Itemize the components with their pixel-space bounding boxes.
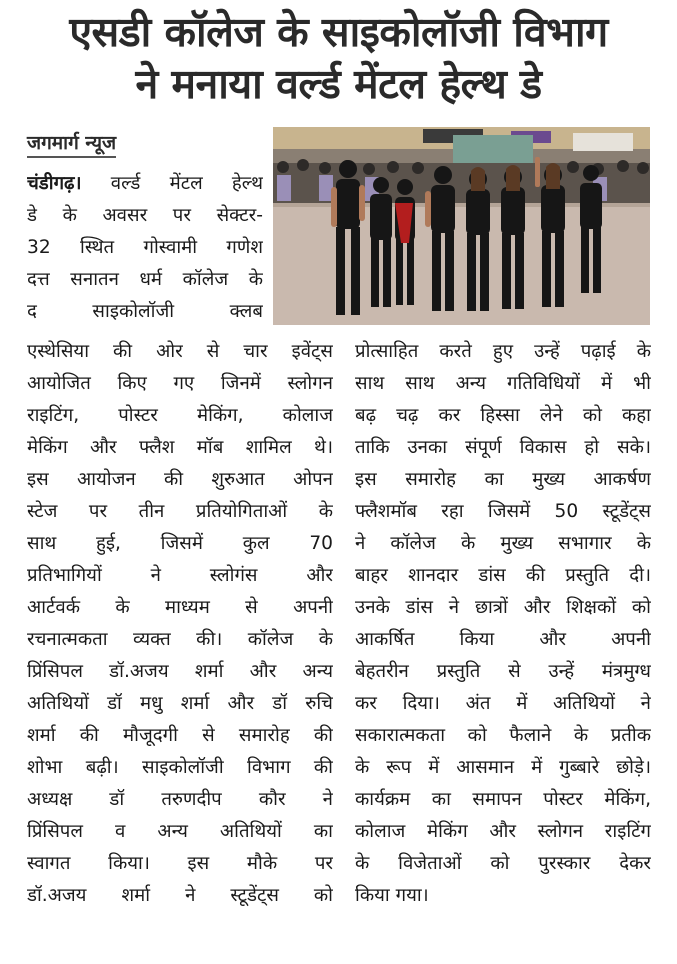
text-line: ताकि उनका संपूर्ण विकास हो सके। xyxy=(355,437,651,458)
lead-line: दत्त सनातन धर्म कॉलेज के xyxy=(27,269,263,290)
headline xyxy=(0,6,677,110)
dateline: चंडीगढ़। xyxy=(27,173,82,194)
text-line: ने कॉलेज के मुख्य सभागार के xyxy=(355,533,651,554)
text-line: स्टेज पर तीन प्रतियोगिताओं के xyxy=(27,501,333,522)
text-line: आर्टवर्क के माध्यम से अपनी xyxy=(27,597,333,618)
text-line: रचनात्मकता व्यक्त की। कॉलेज के xyxy=(27,629,333,650)
text-line: साथ साथ अन्य गतिविधियों में भी xyxy=(355,373,651,394)
text-line: प्रोत्साहित करते हुए उन्हें पढ़ाई के xyxy=(355,341,651,362)
text-line: अतिथियों डॉ मधु शर्मा और डॉ रुचि xyxy=(27,693,333,714)
lead-line: द साइकोलॉजी क्लब xyxy=(27,301,263,322)
text-line: स्वागत किया। इस मौके पर xyxy=(27,853,333,874)
flash-mob-photo xyxy=(273,127,650,325)
lead-line: चंडीगढ़। वर्ल्ड मेंटल हेल्थ xyxy=(27,173,263,194)
text-line: एस्थेसिया की ओर से चार इवेंट्स xyxy=(27,341,333,362)
text-line: प्रिंसिपल व अन्य अतिथियों का xyxy=(27,821,333,842)
text-line: कोलाज मेकिंग और स्लोगन राइटिंग xyxy=(355,821,651,842)
text-line: बेहतरीन प्रस्तुति से उन्हें मंत्रमुग्ध xyxy=(355,661,651,682)
text-line: के रूप में आसमान में गुब्बारे छोड़े। xyxy=(355,757,651,778)
text-line: आयोजित किए गए जिनमें स्लोगन xyxy=(27,373,333,394)
article-column-2 xyxy=(355,336,651,912)
text-line: प्रिंसिपल डॉ.अजय शर्मा और अन्य xyxy=(27,661,333,682)
text-line: डॉ.अजय शर्मा ने स्टूडेंट्स को xyxy=(27,885,333,906)
lead-paragraph xyxy=(27,168,263,328)
text-line: फ्लैशमॉब रहा जिसमें 50 स्टूडेंट्स xyxy=(355,501,651,522)
text-line: अध्यक्ष डॉ तरुणदीप कौर ने xyxy=(27,789,333,810)
text-line: शोभा बढ़ी। साइकोलॉजी विभाग की xyxy=(27,757,333,778)
text-line: सकारात्मकता को फैलाने के प्रतीक xyxy=(355,725,651,746)
text-line: बढ़ चढ़ कर हिस्सा लेने को कहा xyxy=(355,405,651,426)
text-line: मेकिंग और फ्लैश मॉब शामिल थे। xyxy=(27,437,333,458)
text-line: प्रतिभागियों ने स्लोगंस और xyxy=(27,565,333,586)
text-line: बाहर शानदार डांस की प्रस्तुति दी। xyxy=(355,565,651,586)
headline-line-2: ने मनाया वर्ल्ड मेंटल हेल्थ डे xyxy=(135,60,542,108)
text-line: के विजेताओं को पुरस्कार देकर xyxy=(355,853,651,874)
text-line: आकर्षित किया और अपनी xyxy=(355,629,651,650)
lead-line: 32 स्थित गोस्वामी गणेश xyxy=(27,237,263,258)
flash-mob-photo-illustration xyxy=(273,127,650,325)
article-column-1 xyxy=(27,336,333,912)
text-line: कार्यक्रम का समापन पोस्टर मेकिंग, xyxy=(355,789,651,810)
text-line: उनके डांस ने छात्रों और शिक्षकों को xyxy=(355,597,651,618)
text-line: किया गया। xyxy=(355,885,429,906)
text-line: इस समारोह का मुख्य आकर्षण xyxy=(355,469,651,490)
text-line: शर्मा की मौजूदगी से समारोह की xyxy=(27,725,333,746)
text-line: कर दिया। अंत में अतिथियों ने xyxy=(355,693,651,714)
text-line: इस आयोजन की शुरुआत ओपन xyxy=(27,469,333,490)
byline: जगमार्ग न्यूज xyxy=(27,131,116,158)
headline-line-1: एसडी कॉलेज के साइकोलॉजी विभाग xyxy=(69,8,608,56)
lead-line: डे के अवसर पर सेक्टर- xyxy=(27,205,263,226)
text-line: साथ हुई, जिसमें कुल 70 xyxy=(27,533,333,554)
text-line: राइटिंग, पोस्टर मेकिंग, कोलाज xyxy=(27,405,333,426)
